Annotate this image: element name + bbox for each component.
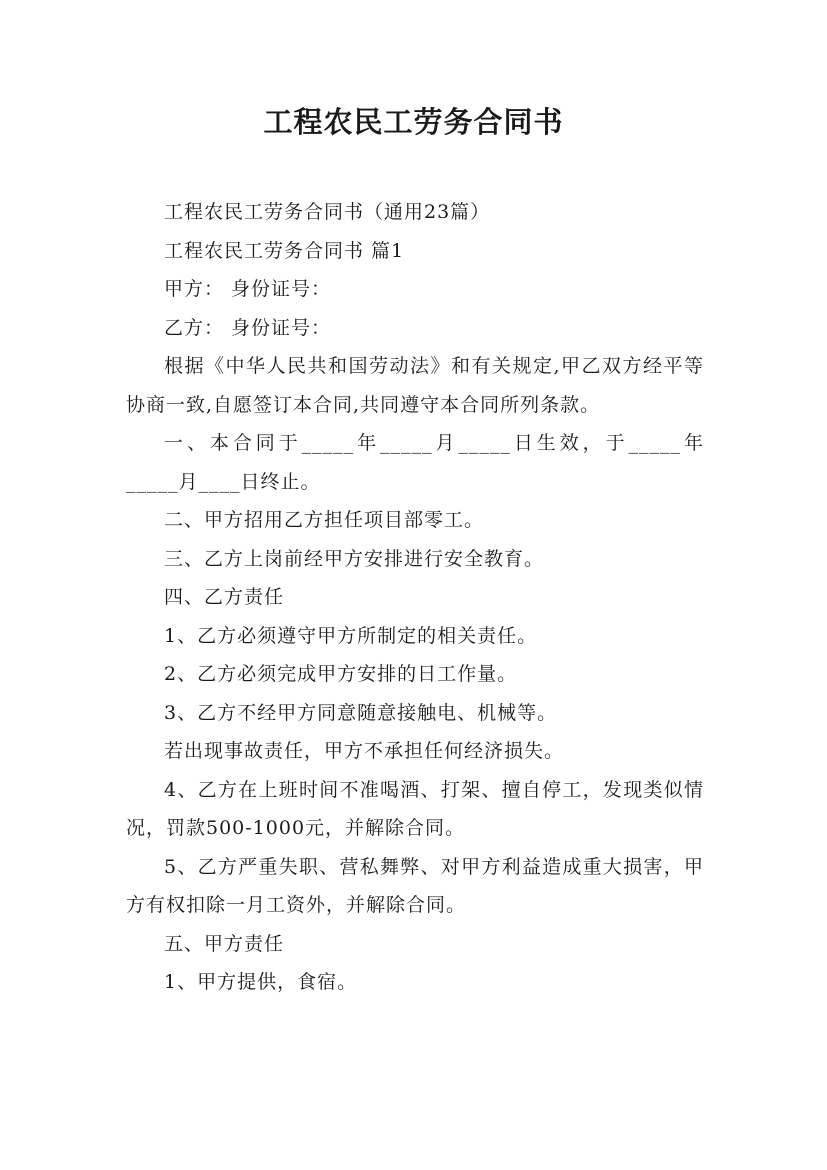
clause-4-item-4: 4、乙方在上班时间不准喝酒、打架、擅自停工，发现类似情况，罚款500-1000元，并解除合同。: [126, 778, 704, 839]
party-b-line: 乙方： 身份证号：: [164, 316, 332, 339]
clause-1-term: 一、本合同于_____年_____月_____日生效，于_____年_____月____日终止。: [126, 432, 704, 493]
document-title: 工程农民工劳务合同书: [263, 105, 564, 139]
paragraph-subheading: 工程农民工劳务合同书 篇1: [164, 239, 405, 262]
clause-5-heading: 五、甲方责任: [164, 932, 285, 955]
paragraph-heading: 工程农民工劳务合同书（通用23篇）: [164, 201, 491, 223]
clause-4-heading: 四、乙方责任: [164, 586, 285, 608]
paragraph-preamble: 根据《中华人民共和国劳动法》和有关规定,甲乙双方经平等协商一致,自愿签订本合同,共同遵守本合同所列条款。: [126, 355, 704, 416]
clause-4-item-5: 5、乙方严重失职、营私舞弊、对甲方利益造成重大损害，甲方有权扣除一月工资外，并解除合同。: [126, 855, 704, 916]
clause-4-item-3: 3、乙方不经甲方同意随意接触电、机械等。: [164, 701, 558, 724]
clause-2: 二、甲方招用乙方担任项目部零工。: [164, 509, 485, 531]
clause-4-item-2: 2、乙方必须完成甲方安排的日工作量。: [164, 663, 518, 685]
clause-5-item-1: 1、甲方提供，食宿。: [164, 971, 358, 993]
clause-4-item-1: 1、乙方必须遵守甲方所制定的相关责任。: [164, 624, 538, 647]
clause-3: 三、乙方上岗前经甲方安排进行安全教育。: [164, 547, 545, 570]
document-body: [126, 193, 704, 1002]
clause-4-note: 若出现事故责任，甲方不承担任何经济损失。: [164, 740, 565, 762]
party-a-line: 甲方： 身份证号：: [164, 278, 332, 300]
